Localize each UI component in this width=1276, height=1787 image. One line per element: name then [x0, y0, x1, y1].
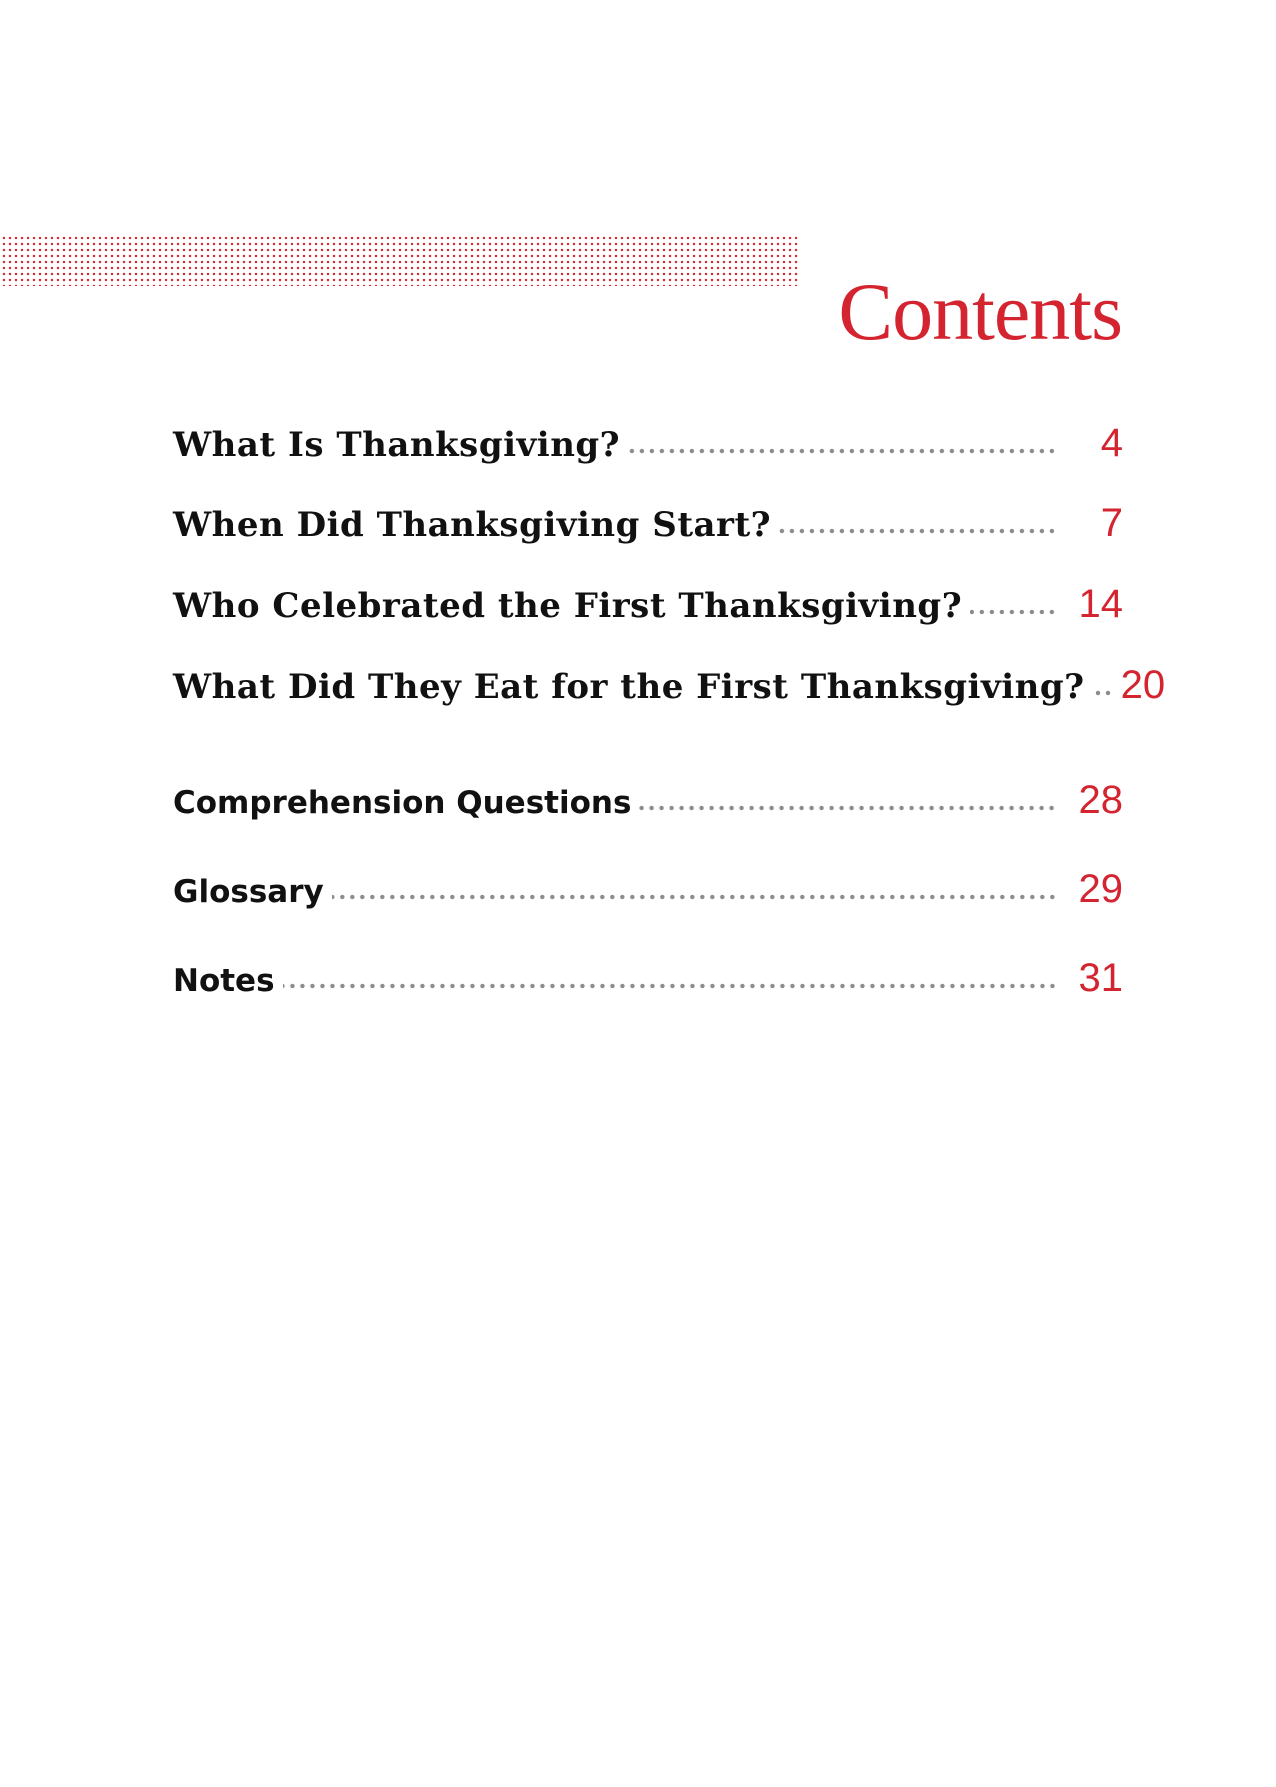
- page-title: Contents: [838, 265, 1122, 357]
- toc-entry-title: When Did Thanksgiving Start?: [173, 505, 772, 545]
- toc-entry[interactable]: [173, 663, 1166, 708]
- toc-page-number: 7: [1100, 501, 1123, 545]
- toc-entry-title: Comprehension Questions: [173, 785, 632, 821]
- dot-leader: [1093, 690, 1113, 696]
- dot-leader: [970, 609, 1057, 615]
- toc-page-number: 28: [1078, 778, 1123, 822]
- toc-back-matter-entry[interactable]: [173, 956, 1123, 1001]
- toc-entry-title: What Is Thanksgiving?: [173, 425, 621, 465]
- toc-back-matter-entry[interactable]: [173, 778, 1123, 823]
- dot-leader: [283, 983, 1057, 989]
- toc-entry-title: Notes: [173, 963, 275, 999]
- toc-entry-title: Who Celebrated the First Thanksgiving?: [173, 586, 963, 626]
- toc-entry[interactable]: [173, 501, 1123, 546]
- toc-page-number: 4: [1100, 421, 1123, 465]
- toc-page-number: 14: [1078, 582, 1123, 626]
- dot-leader: [779, 528, 1057, 534]
- toc-entry[interactable]: [173, 582, 1123, 627]
- contents-header: [0, 212, 1276, 357]
- toc-entry-title: Glossary: [173, 874, 324, 910]
- toc-page-number: 31: [1078, 956, 1123, 1000]
- toc-page-number: 20: [1120, 663, 1166, 707]
- toc-entry-title: What Did They Eat for the First Thanksgiving?: [173, 667, 1085, 707]
- decorative-dot-band: [0, 234, 800, 286]
- toc-back-matter-entry[interactable]: [173, 867, 1123, 912]
- dot-leader: [639, 805, 1057, 811]
- toc-page-number: 29: [1078, 867, 1123, 911]
- toc-entry[interactable]: [173, 421, 1123, 466]
- dot-leader: [628, 448, 1057, 454]
- dot-leader: [332, 894, 1057, 900]
